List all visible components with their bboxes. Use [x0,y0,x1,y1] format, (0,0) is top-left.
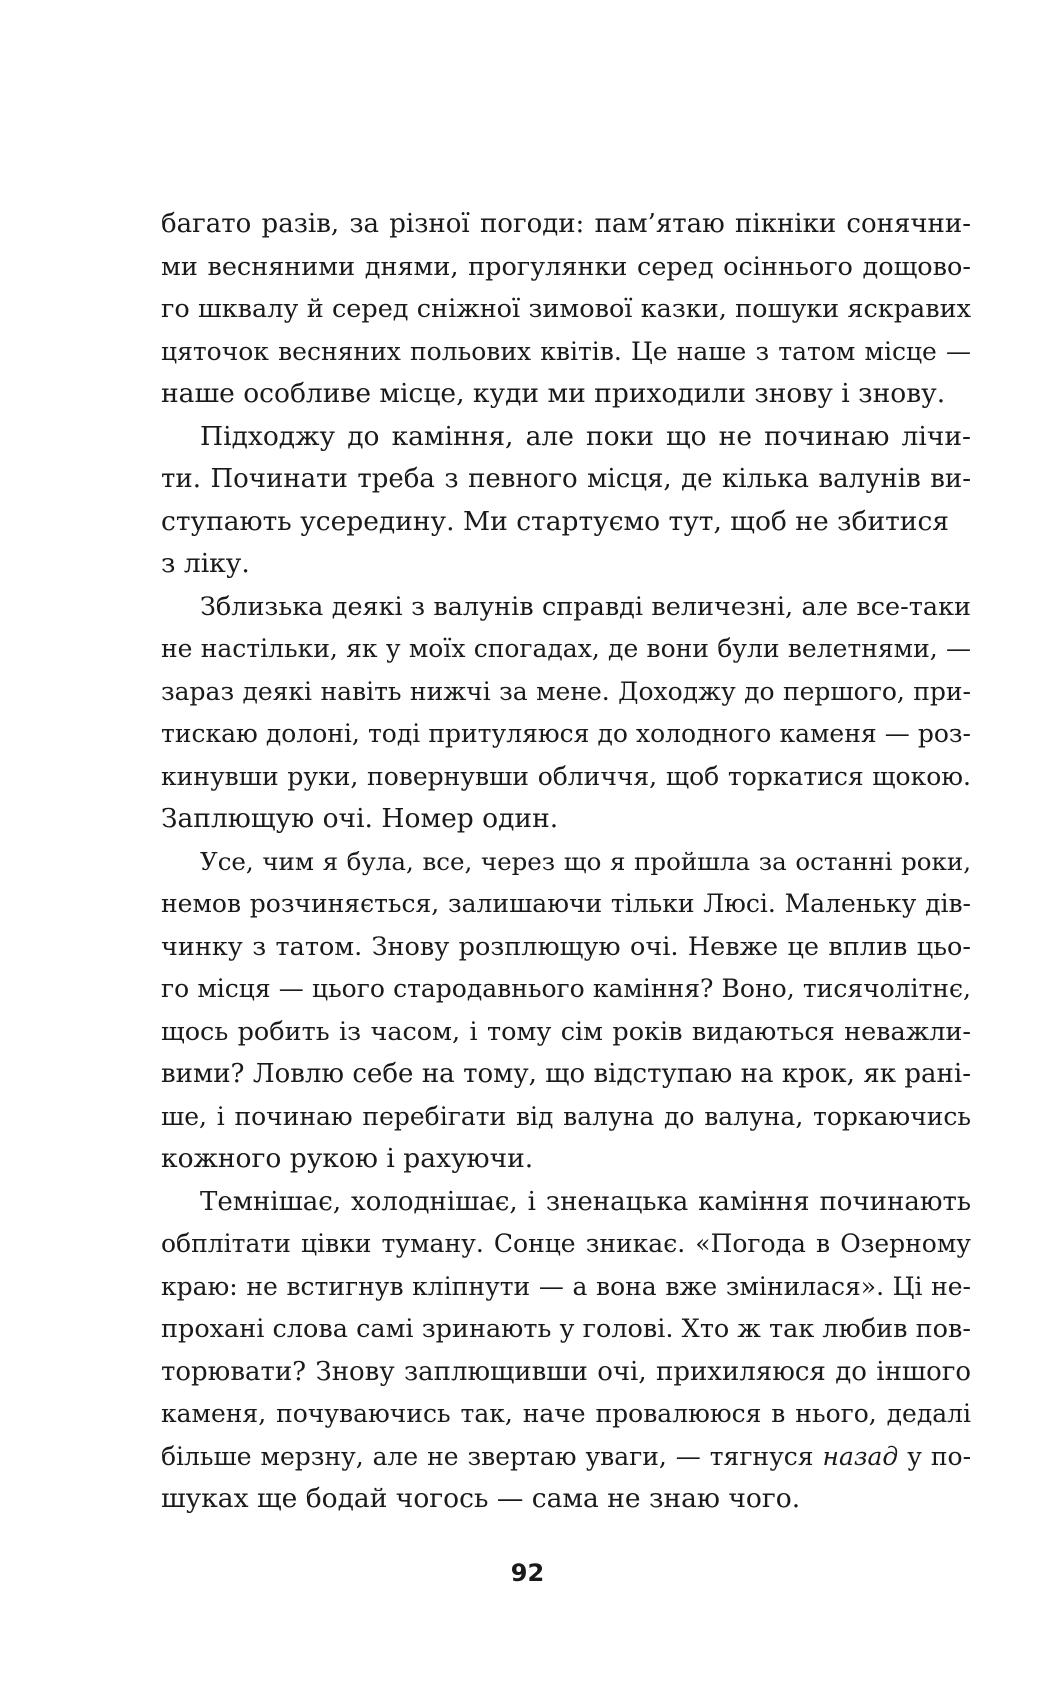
text-line: немов розчиняється, залишаючи тільки Люсі. Маленьку дів- [161,889,971,918]
paragraph-1 [161,203,971,416]
text-line: ступають усередину. Ми стартуємо тут, щоб не збитися [161,505,949,537]
paragraph-4 [161,841,971,1181]
text-run: більше мерзну, але не звертаю уваги, — тягнуся [161,1441,823,1471]
text-line: обплітати цівки туману. Сонце зникає. «Погода в Озерному [161,1229,971,1258]
text-line: кожного рукою і рахуючи. [161,1143,534,1174]
paragraph-5 [161,1181,971,1521]
text-line: Темнішає, холоднішає, і зненацька каміння починають [200,1186,971,1217]
text-line: каменя, почуваючись так, наче провалююся в нього, дедалі [161,1399,971,1428]
text-line: краю: не встигнув кліпнути — а вона вже змінилася». Ці не- [161,1271,971,1301]
text-line: шуках ще бодай чогось — сама не знаю чого. [161,1483,801,1514]
text-line: ми весняними днями, прогулянки серед осіннього дощово- [161,251,971,282]
text-line: Заплющую очі. Номер один. [161,803,559,834]
text-line: зараз деякі навіть нижчі за мене. Доходжу до першого, при- [161,676,971,706]
paragraph-2 [161,416,971,586]
page-body [161,203,971,1521]
text-line: наше особливе місце, куди ми приходили знову і знову. [161,378,946,409]
text-line: щось робить із часом, і тому сім років видаються неважли- [161,1016,971,1047]
text-line: Зблизька деякі з валунів справді величезні, але все-таки [200,591,971,622]
text-line: вими? Ловлю себе на тому, що відступаю на крок, як рані- [161,1059,971,1089]
text-line: цяточок весняних польових квітів. Це наше з татом місце — [161,336,971,366]
text-line: ше, і починаю перебігати від валуна до валуна, торкаючись [161,1101,971,1131]
text-line: не настільки, як у моїх спогадах, де вони були велетнями, — [161,634,971,663]
text-line: го шквалу й серед сніжної зимової казки, пошуки яскравих [161,294,971,324]
emphasis-text: назад [822,1441,899,1471]
text-line: ти. Починати треба з певного місця, де кілька валунів ви- [161,464,971,494]
text-line: Підходжу до каміння, але поки що не починаю лічи- [200,420,971,452]
text-line [161,1436,971,1479]
text-line: чинку з татом. Знову розплющую очі. Невже це вплив цьо- [161,931,971,962]
text-line: торювати? Знову заплющивши очі, прихиляюся до іншого [161,1356,971,1387]
text-line: багато разів, за різної погоди: пам’ятаю пікніки сонячни- [161,209,971,239]
page-number: 92 [510,1559,545,1587]
text-line: кинувши руки, повернувши обличчя, щоб торкатися щокою. [161,761,971,791]
text-line: з ліку. [161,548,250,579]
text-line: го місця — цього стародавнього каміння? Воно, тисячолітнє, [161,974,971,1003]
text-line: прохані слова самі зринають у голові. Хто ж так любив пов- [161,1314,971,1344]
text-run: у по- [898,1441,972,1471]
paragraph-3 [161,586,971,841]
text-line: Усе, чим я була, все, через що я пройшла за останні роки, [200,846,971,876]
text-line: тискаю долоні, тоді притуляюся до холодного каменя — роз- [161,719,971,748]
